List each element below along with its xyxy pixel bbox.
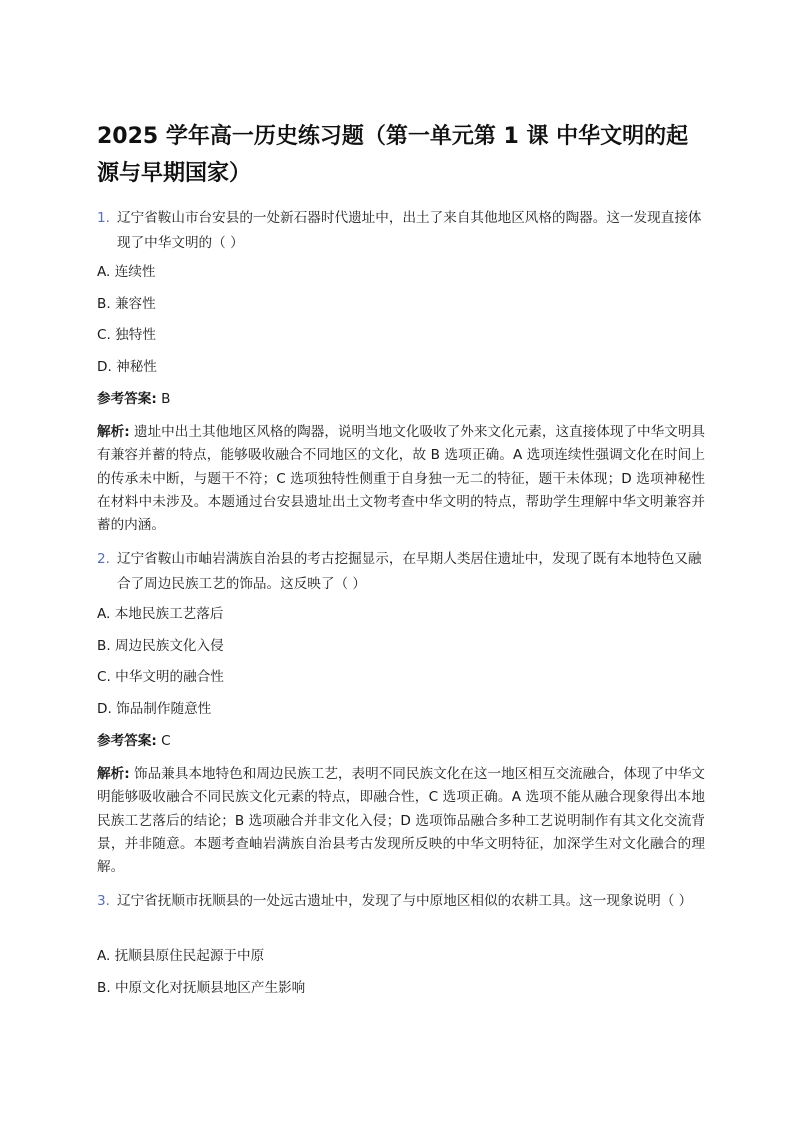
answer-label: 参考答案: xyxy=(97,733,157,749)
analysis-text: 遗址中出土其他地区风格的陶器，说明当地文化吸收了外来文化元素，这直接体现了中华文明具有兼容并蓄的特点，能够吸收融合不同地区的文化，故 B 选项正确。A 选项连续性强调文化在时间上的传承未中断，与题干不符；C 选项独特性侧重于自身独一无二的特征，题干未体现；D 选项神秘性在材料中未涉及。本题通过台安县遗址出土文物考查中华文明的特点，帮助学生理解中华文明兼容并蓄的内涵。 xyxy=(97,424,706,534)
answer-value: B xyxy=(161,391,171,407)
question-stem xyxy=(97,206,705,256)
question-3 xyxy=(97,889,705,914)
question-text: 辽宁省鞍山市台安县的一处新石器时代遗址中，出土了来自其他地区风格的陶器。这一发现直接体现了中华文明的（ ） xyxy=(117,210,702,251)
option-b: B. 周边民族文化入侵 xyxy=(97,638,224,654)
answer-label: 参考答案: xyxy=(97,391,157,407)
option-b: B. 兼容性 xyxy=(97,296,156,312)
question-number: 2. xyxy=(97,551,110,567)
answer-line xyxy=(97,389,170,409)
question-stem xyxy=(97,889,705,914)
question-1 xyxy=(97,206,705,256)
option-c: C. 独特性 xyxy=(97,327,156,343)
option-d: D. 饰品制作随意性 xyxy=(97,701,212,717)
option-c: C. 中华文明的融合性 xyxy=(97,669,224,685)
question-stem xyxy=(97,547,705,597)
option-b: B. 中原文化对抚顺县地区产生影响 xyxy=(97,980,306,996)
analysis-label: 解析: xyxy=(97,424,130,440)
question-text: 辽宁省抚顺市抚顺县的一处远古遗址中，发现了与中原地区相似的农耕工具。这一现象说明（ ） xyxy=(117,893,693,909)
option-d: D. 神秘性 xyxy=(97,359,157,375)
answer-value: C xyxy=(161,733,171,749)
option-a: A. 连续性 xyxy=(97,264,156,280)
option-a: A. 抚顺县原住民起源于中原 xyxy=(97,948,265,964)
analysis-2 xyxy=(97,763,705,879)
analysis-1 xyxy=(97,421,705,537)
answer-line xyxy=(97,731,171,751)
analysis-paragraph xyxy=(97,763,705,879)
page-title: 2025 学年高一历史练习题（第一单元第 1 课 中华文明的起源与早期国家） xyxy=(97,124,689,186)
analysis-label: 解析: xyxy=(97,766,130,782)
option-a: A. 本地民族工艺落后 xyxy=(97,606,224,622)
question-2 xyxy=(97,547,705,597)
question-number: 1. xyxy=(97,210,110,226)
analysis-text: 饰品兼具本地特色和周边民族工艺，表明不同民族文化在这一地区相互交流融合，体现了中华文明能够吸收融合不同民族文化元素的特点，即融合性，C 选项正确。A 选项不能从融合现象得出本地民族工艺落后的结论；B 选项融合并非文化入侵；D 选项饰品融合多种工艺说明制作有其文化交流背景，并非随意。本题考查岫岩满族自治县考古发现所反映的中华文明特征，加深学生对文化融合的理解。 xyxy=(97,766,706,876)
analysis-paragraph xyxy=(97,421,705,537)
question-text: 辽宁省鞍山市岫岩满族自治县的考古挖掘显示，在早期人类居住遗址中，发现了既有本地特色又融合了周边民族工艺的饰品。这反映了（ ） xyxy=(117,551,702,592)
question-number: 3. xyxy=(97,893,110,909)
